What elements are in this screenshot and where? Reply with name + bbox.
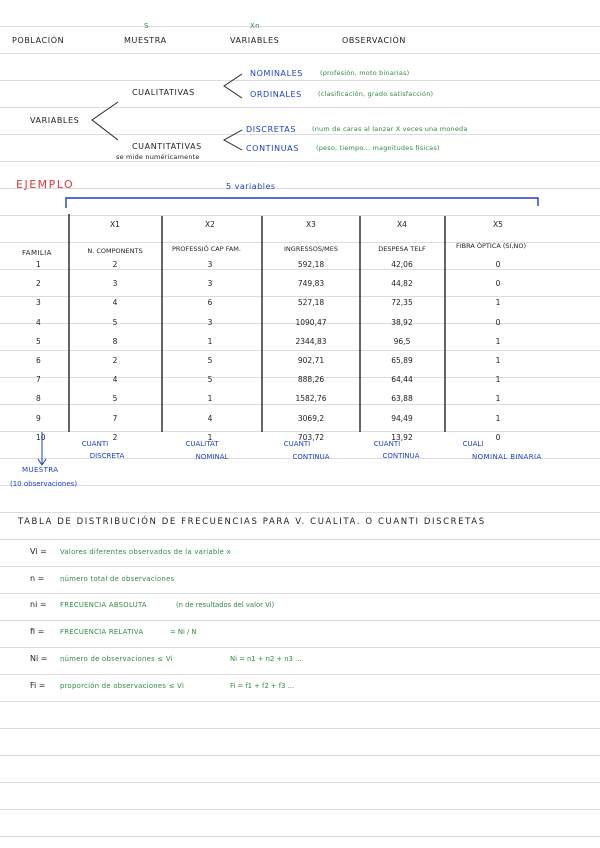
tree-ordinales-note: (clasificación, grado satisfacción)	[318, 90, 434, 98]
row-familia: 8	[36, 394, 41, 404]
tree-continuas-note: (peso, tiempo... magnitudes físicas)	[316, 144, 440, 152]
table-cell: 1	[495, 298, 501, 308]
table-cell: 1	[207, 336, 213, 346]
row-familia: 2	[36, 279, 41, 289]
col-header: DESPESA TELF	[378, 245, 426, 253]
table-cell: 65,89	[391, 356, 413, 365]
table-cell: 3069,2	[297, 413, 325, 423]
def-symbol: Vi =	[30, 547, 47, 556]
tree-root: VARIABLES	[30, 116, 80, 125]
type-label: NOMINAL BINARIA	[472, 453, 542, 461]
table-cell: 4	[112, 298, 118, 308]
table-cell: 3	[112, 279, 118, 289]
header-poblacion: POBLACIÓN	[12, 36, 65, 45]
table-cell: 749,83	[297, 279, 325, 289]
def-text: FRECUENCIA ABSOLUTA	[60, 601, 147, 609]
muestra-note: (10 observaciones)	[10, 480, 78, 488]
table-cell: 72,35	[391, 298, 413, 308]
col-header: N. COMPONENTS	[87, 247, 143, 255]
table-cell: 7	[112, 413, 118, 423]
brace-label: 5 variables	[226, 182, 276, 191]
tree-bracket-cualitativas	[224, 74, 242, 98]
table-cell: 0	[495, 432, 501, 442]
type-label: DISCRETA	[89, 452, 125, 460]
table-cell: 5	[112, 394, 118, 404]
table-cell: 44,82	[391, 279, 413, 289]
col-header: PROFESSIÓ CAP FAM.	[172, 245, 241, 253]
def-text: número de observaciones ≤ Vi	[60, 655, 173, 663]
example-title: EJEMPLO	[16, 178, 75, 191]
col-header: FIBRA ÒPTICA (SI,NO)	[456, 242, 527, 250]
table-cell: 5	[207, 375, 213, 385]
table-cell: 6	[207, 298, 213, 308]
variables-mark: Xn	[250, 22, 260, 30]
table-cell: 8	[112, 336, 118, 346]
col-header: INGRESSOS/MES	[284, 245, 338, 253]
table-cell: 4	[207, 413, 213, 423]
table-cell: 2	[112, 260, 118, 269]
freq-title: TABLA DE DISTRIBUCIÓN DE FRECUENCIAS PARA V. CUALITA. O CUANTI DISCRETAS	[18, 517, 486, 527]
tree-bracket-cuantitativas	[224, 130, 242, 150]
def-symbol: ni =	[30, 600, 47, 609]
table-cell: 5	[112, 317, 118, 327]
header-muestra: MUESTRA	[124, 36, 167, 45]
header-variables: VARIABLES	[230, 36, 280, 45]
table-cell: 888,26	[297, 375, 325, 385]
row-familia: 4	[36, 317, 41, 327]
table-cell: 94,49	[391, 413, 413, 423]
table-cell: 0	[495, 317, 501, 327]
tree-continuas: CONTINUAS	[246, 144, 299, 153]
type-label: CUANTI	[373, 440, 401, 448]
tree-discretas: DISCRETAS	[246, 125, 297, 134]
def-extra: (n de resultados del valor Vi)	[176, 601, 275, 609]
table-cell: 13,92	[391, 432, 413, 442]
table-cell: 42,06	[391, 260, 413, 269]
table-cell: 592,18	[297, 260, 325, 269]
var-header: X5	[493, 220, 503, 229]
type-label: CONTINUA	[382, 452, 420, 460]
table-cell: 2344,83	[295, 336, 327, 346]
muestra-mark: S	[144, 22, 149, 30]
row-familia: 3	[36, 298, 41, 308]
row-familia: 6	[36, 356, 41, 365]
table-cell: 1090,47	[295, 317, 327, 327]
table-cell: 2	[112, 356, 118, 365]
tree-nominales-note: (profesión, moto binarias)	[320, 69, 410, 77]
type-label: CONTINUA	[292, 453, 330, 461]
table-cell: 527,18	[297, 298, 325, 308]
table-cell: 4	[112, 375, 118, 385]
table-cell: 64,44	[391, 375, 413, 385]
def-text: FRECUENCIA RELATIVA	[60, 628, 144, 636]
variables-brace	[66, 198, 538, 208]
tree-cuantitativas-sub: se mide numéricamente	[116, 153, 200, 161]
type-label: NOMINAL	[195, 453, 229, 461]
def-extra: = Ni / N	[170, 628, 197, 636]
table-cell: 2	[112, 432, 118, 442]
var-header: X1	[110, 220, 120, 229]
table-cell: 1582,76	[295, 394, 327, 404]
table-cell: 3	[207, 260, 213, 269]
table-cell: 3	[207, 279, 213, 289]
tree-cualitativas: CUALITATIVAS	[132, 88, 195, 97]
type-label: CUALITAT	[185, 440, 219, 448]
table-cell: 1	[207, 432, 213, 442]
table-cell: 63,88	[391, 394, 413, 404]
row-familia: 7	[36, 375, 41, 385]
row-familia: 5	[36, 336, 41, 346]
table-cell: 1	[207, 394, 213, 404]
row-familia: 9	[36, 413, 41, 423]
table-cell: 1	[495, 356, 501, 365]
tree-ordinales: ORDINALES	[250, 90, 302, 99]
type-label: CUANTI	[81, 440, 109, 448]
var-header: X3	[306, 220, 316, 229]
def-text: Valores diferentes observados de la variable x	[60, 548, 231, 556]
table-cell: 0	[495, 260, 501, 269]
table-cell: 5	[207, 356, 213, 365]
row-familia: 1	[36, 260, 41, 269]
row-familia: 10	[36, 432, 46, 442]
table-cell: 1	[495, 336, 501, 346]
tree-cuantitativas: CUANTITATIVAS	[132, 142, 202, 151]
col-header-familia: FAMILIA	[22, 249, 52, 257]
header-observacion: OBSERVACIÓN	[342, 36, 407, 45]
def-symbol: Fi =	[30, 681, 46, 690]
table-cell: 96,5	[393, 336, 411, 346]
table-cell: 3	[207, 317, 213, 327]
type-label: CUALI	[462, 440, 484, 448]
table-cell: 0	[495, 279, 501, 289]
var-header: X4	[397, 220, 407, 229]
def-text: proporción de observaciones ≤ Vi	[60, 682, 185, 690]
tree-bracket-root	[92, 102, 118, 140]
def-symbol: fi =	[30, 627, 45, 636]
def-symbol: n =	[30, 574, 45, 583]
def-extra: Ni = n1 + n2 + n3 ...	[230, 655, 302, 663]
table-cell: 1	[495, 375, 501, 385]
table-cell: 1	[495, 394, 501, 404]
def-extra: Fi = f1 + f2 + f3 ...	[230, 682, 295, 690]
tree-nominales: NOMINALES	[250, 69, 303, 78]
table-cell: 38,92	[391, 317, 413, 327]
table-cell: 902,71	[297, 356, 325, 365]
def-symbol: Ni =	[30, 654, 48, 663]
tree-discretas-note: (num de caras al lanzar X veces una moneda	[312, 125, 468, 133]
def-text: número total de observaciones	[60, 575, 175, 583]
table-cell: 1	[495, 413, 501, 423]
muestra-label: MUESTRA	[22, 466, 59, 474]
var-header: X2	[205, 220, 215, 229]
type-label: CUANTI	[283, 440, 311, 448]
table-cell: 703,72	[297, 432, 325, 442]
